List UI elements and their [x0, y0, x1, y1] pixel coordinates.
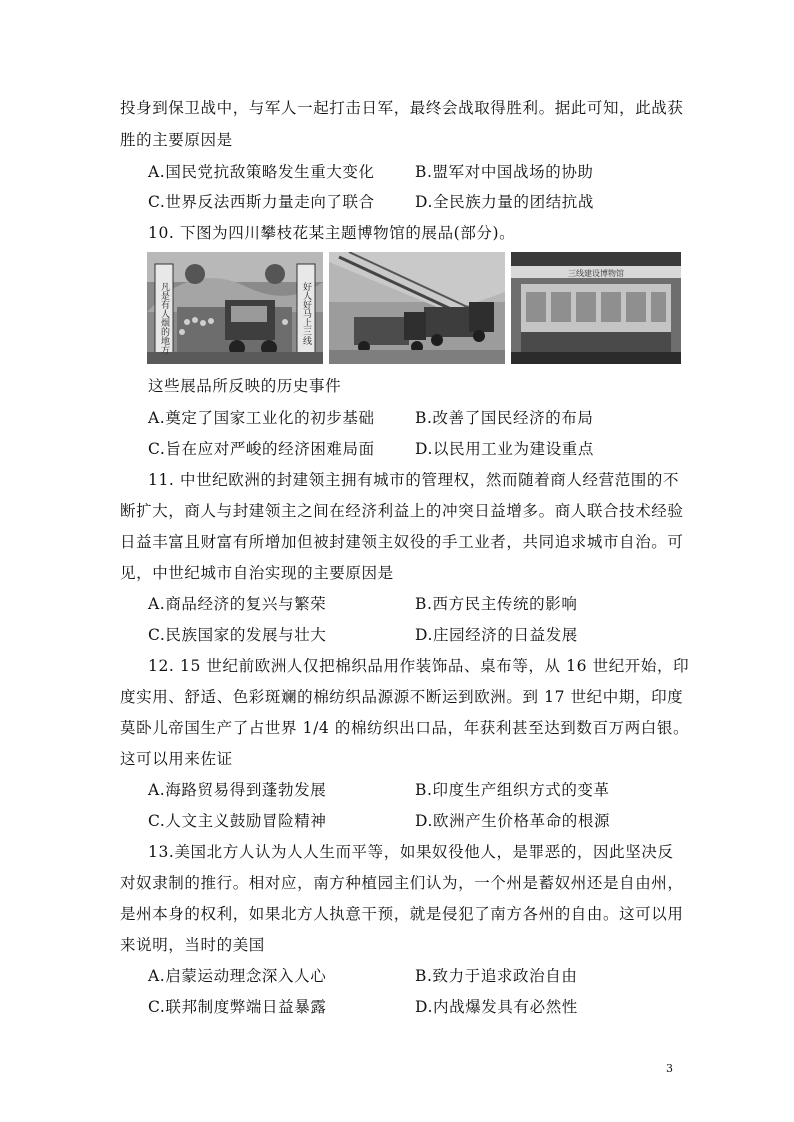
svg-text:三线建设博物馆: 三线建设博物馆	[568, 269, 624, 278]
paragraph-line: 这可以用来佐证	[120, 750, 233, 768]
exhibit-photo-rally	[147, 252, 323, 364]
question-10-stem: 10. 下图为四川攀枝花某主题博物馆的展品(部分)。	[148, 224, 516, 242]
paragraph-line: 断扩大，商人与封建领主之间在经济利益上的冲突日益增多。商人联合技术经验	[120, 502, 684, 520]
option-d: D.庄园经济的日益发展	[415, 626, 578, 644]
option-b: B.盟军对中国战场的协助	[415, 163, 594, 181]
paragraph-line: 胜的主要原因是	[120, 131, 233, 149]
question-10-follow: 这些展品所反映的历史事件	[148, 377, 342, 395]
paragraph-line: 投身到保卫战中，与军人一起打击日军，最终会战取得胜利。据此可知，此战获	[120, 99, 684, 117]
page-number: 3	[666, 1062, 673, 1075]
paragraph-line: 是州本身的权利，如果北方人执意干预，就是侵犯了南方各州的自由。这可以用	[120, 905, 684, 923]
svg-text:凡是有人烟的地方: 凡是有人烟的地方	[159, 282, 169, 354]
option-d: D.全民族力量的团结抗战	[415, 193, 595, 211]
paragraph-line: 13.美国北方人认为人人生而平等，如果奴役他人，是罪恶的，因此坚决反	[148, 843, 674, 861]
exhibit-photo-hall	[511, 252, 681, 364]
paragraph-line: 度实用、舒适、色彩斑斓的棉纺织品源源不断运到欧洲。到 17 世纪中期，印度	[120, 688, 684, 706]
option-c: C.联邦制度弊端日益暴露	[148, 998, 327, 1016]
paragraph-line: 12. 15 世纪前欧洲人仅把棉织品用作装饰品、桌布等，从 16 世纪开始，印	[148, 657, 690, 675]
option-a: A.奠定了国家工业化的初步基础	[148, 409, 375, 427]
option-c: C.民族国家的发展与壮大	[148, 626, 327, 644]
option-d: D.欧洲产生价格革命的根源	[415, 812, 611, 830]
option-c: C.人文主义鼓励冒险精神	[148, 812, 327, 830]
option-d: D.以民用工业为建设重点	[415, 440, 595, 458]
paragraph-line: 来说明，当时的美国	[120, 936, 265, 954]
paragraph-line: 11. 中世纪欧洲的封建领主拥有城市的管理权，然而随着商人经营范围的不	[148, 471, 680, 489]
exhibit-photo-trucks	[329, 252, 505, 364]
option-b: B.致力于追求政治自由	[415, 967, 578, 985]
paragraph-line: 日益丰富且财富有所增加但被封建领主奴役的手工业者，共同追求城市自治。可	[120, 533, 684, 551]
option-b: B.印度生产组织方式的变革	[415, 781, 610, 799]
option-a: A.启蒙运动理念深入人心	[148, 967, 327, 985]
exhibit-photos	[147, 252, 681, 364]
option-a: A.国民党抗敌策略发生重大变化	[148, 163, 375, 181]
option-d: D.内战爆发具有必然性	[415, 998, 578, 1016]
option-c: C.旨在应对严峻的经济困难局面	[148, 440, 375, 458]
option-b: B.改善了国民经济的布局	[415, 409, 594, 427]
option-c: C.世界反法西斯力量走向了联合	[148, 193, 375, 211]
svg-text:好人好马上三线: 好人好马上三线	[301, 282, 311, 345]
option-b: B.西方民主传统的影响	[415, 595, 578, 613]
option-a: A.海路贸易得到蓬勃发展	[148, 781, 327, 799]
option-a: A.商品经济的复兴与繁荣	[148, 595, 327, 613]
paragraph-line: 对奴隶制的推行。相对应，南方种植园主们认为，一个州是蓄奴州还是自由州，	[120, 874, 684, 892]
paragraph-line: 见，中世纪城市自治实现的主要原因是	[120, 564, 394, 582]
paragraph-line: 莫卧儿帝国生产了占世界 1/4 的棉纺织出口品，年获利甚至达到数百万两白银。	[120, 719, 690, 737]
